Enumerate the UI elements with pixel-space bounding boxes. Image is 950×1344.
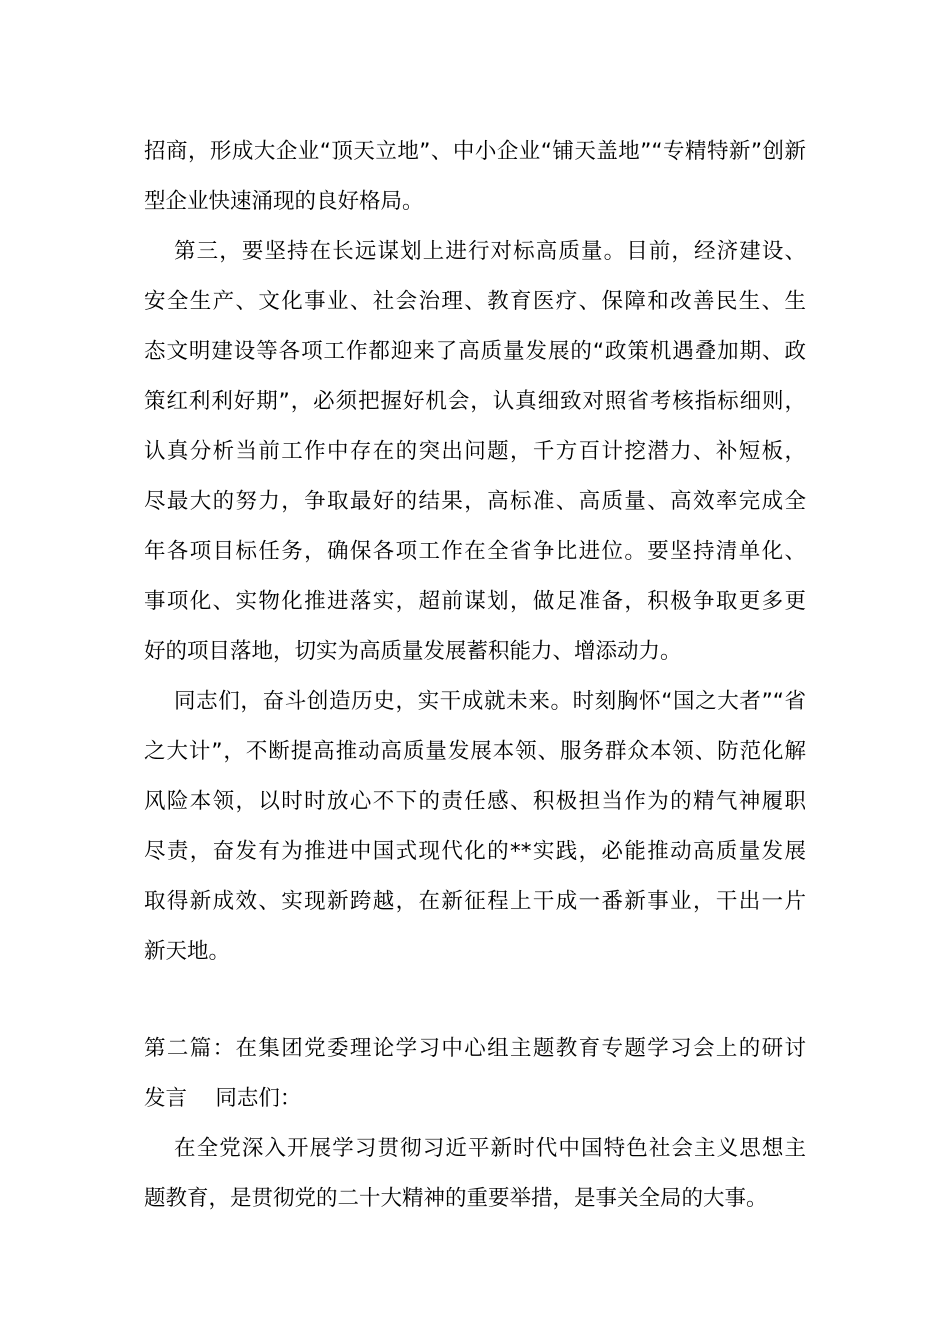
text-line: 态文明建设等各项工作都迎来了高质量发展的“政策机遇叠加期、政 (144, 339, 806, 364)
text-line: 型企业快速涌现的良好格局。 (144, 189, 424, 214)
paragraph-start-line: 同志们，奋斗创造历史，实干成就未来。时刻胸怀“国之大者”“省 (174, 689, 806, 714)
section-heading-line: 发言 同志们： (144, 1086, 302, 1111)
paragraph-start-line: 第三，要坚持在长远谋划上进行对标高质量。目前，经济建设、 (174, 239, 806, 264)
text-line: 新天地。 (144, 939, 231, 964)
text-line: 尽责，奋发有为推进中国式现代化的**实践，必能推动高质量发展 (144, 839, 806, 864)
text-line: 题教育，是贯彻党的二十大精神的重要举措，是事关全局的大事。 (144, 1186, 768, 1211)
text-line: 策红利利好期”，必须把握好机会，认真细致对照省考核指标细则， (144, 389, 806, 414)
text-line: 认真分析当前工作中存在的突出问题，千方百计挖潜力、补短板， (144, 439, 806, 464)
text-line: 风险本领，以时时放心不下的责任感、积极担当作为的精气神履职 (144, 789, 806, 814)
text-line: 事项化、实物化推进落实，超前谋划，做足准备，积极争取更多更 (144, 589, 806, 614)
text-line: 年各项目标任务，确保各项工作在全省争比进位。要坚持清单化、 (144, 539, 806, 564)
text-line: 好的项目落地，切实为高质量发展蓄积能力、增添动力。 (144, 639, 682, 664)
section-heading-line: 第二篇：在集团党委理论学习中心组主题教育专题学习会上的研讨 (144, 1036, 806, 1061)
text-line: 之大计”，不断提高推动高质量发展本领、服务群众本领、防范化解 (144, 739, 806, 764)
paragraph-start-line: 在全党深入开展学习贯彻习近平新时代中国特色社会主义思想主 (174, 1136, 806, 1161)
text-line: 取得新成效、实现新跨越，在新征程上干成一番新事业，干出一片 (144, 889, 806, 914)
text-line: 尽最大的努力，争取最好的结果，高标准、高质量、高效率完成全 (144, 489, 806, 514)
text-line: 安全生产、文化事业、社会治理、教育医疗、保障和改善民生、生 (144, 289, 806, 314)
text-line: 招商，形成大企业“顶天立地”、中小企业“铺天盖地”“专精特新”创新 (144, 139, 806, 164)
